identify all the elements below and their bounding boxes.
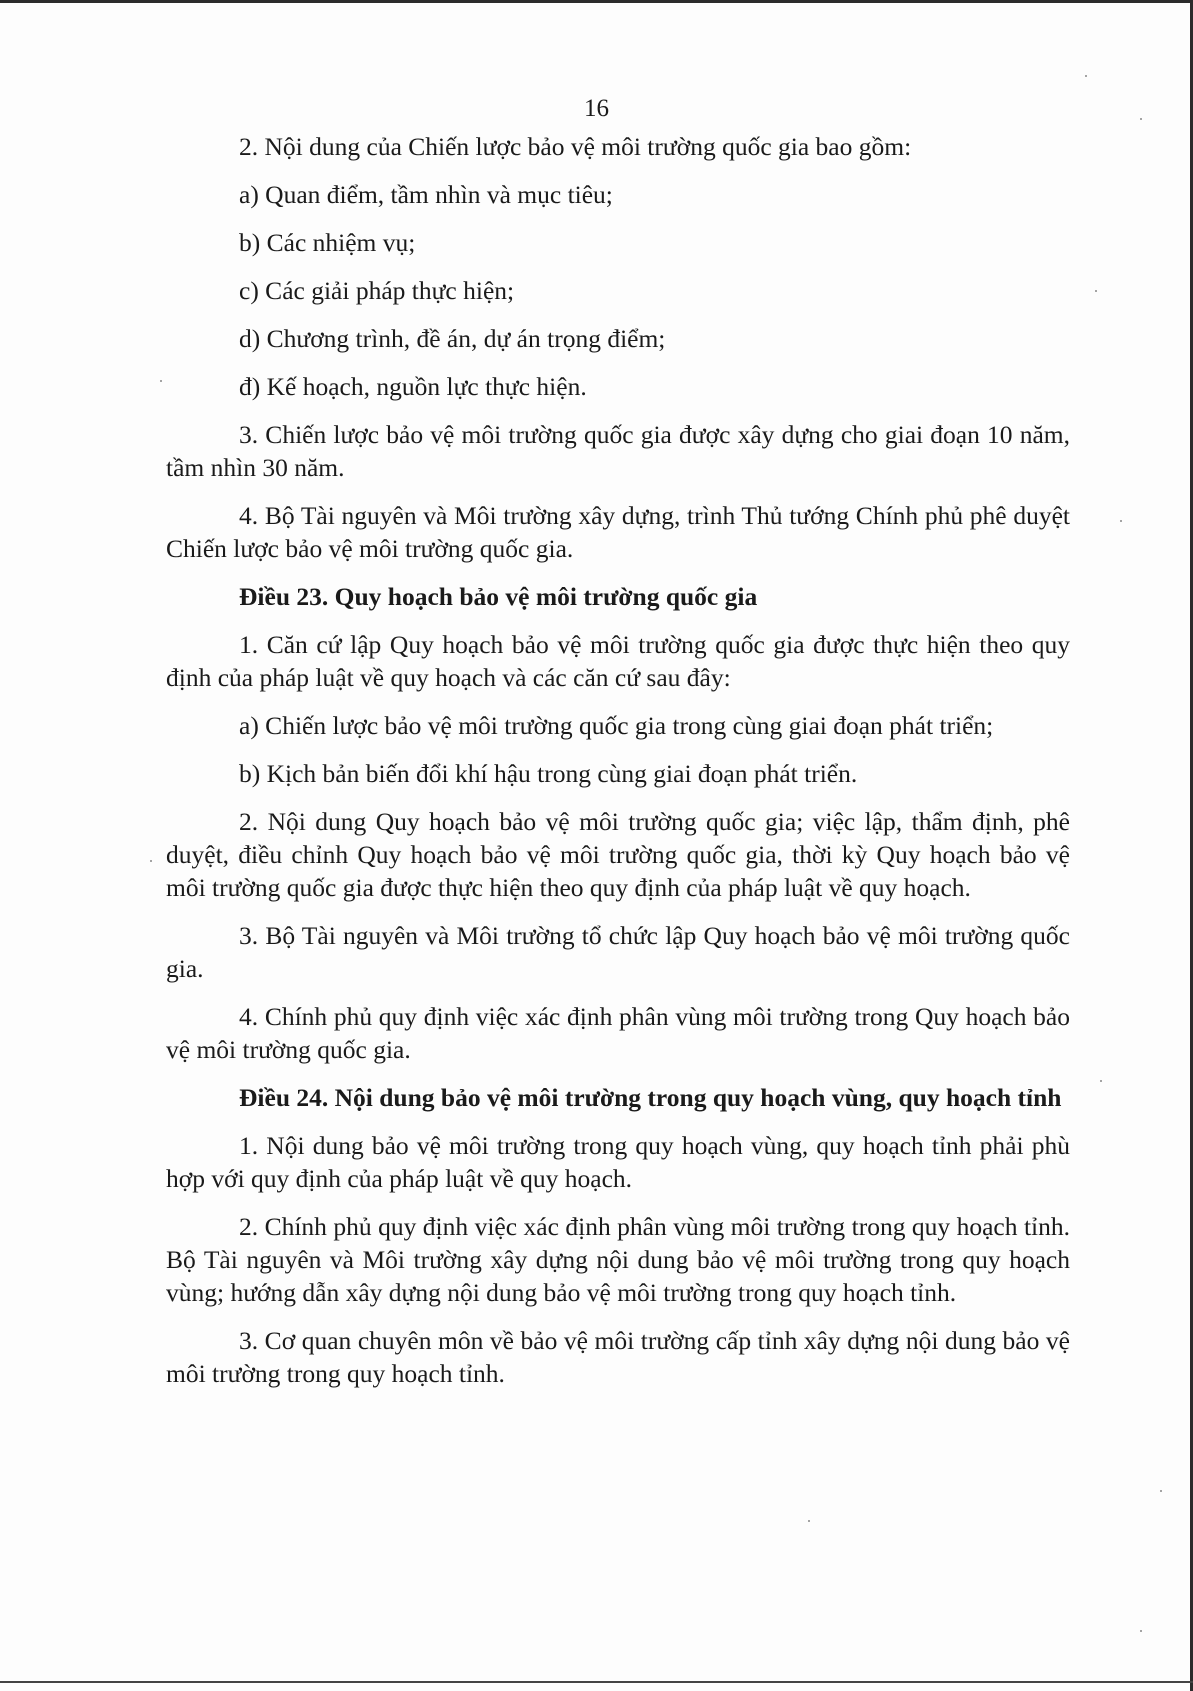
scan-speck [1160, 1490, 1162, 1492]
article-24-heading: Điều 24. Nội dung bảo vệ môi trường trong quy hoạch vùng, quy hoạch tỉnh [239, 1083, 1062, 1112]
article-24-clause-2: 2. Chính phủ quy định việc xác định phân vùng môi trường trong quy hoạch tỉnh. Bộ Tài nguyên và Môi trường xây dựng nội dung bảo vệ môi trường trong quy hoạch vùng; hướng dẫn xây dựng nội dung bảo vệ môi trường trong quy hoạch tỉnh. [166, 1212, 1070, 1307]
article-24-clause-1: 1. Nội dung bảo vệ môi trường trong quy hoạch vùng, quy hoạch tỉnh phải phù hợp với quy định của pháp luật về quy hoạch. [166, 1131, 1070, 1193]
item-dd: đ) Kế hoạch, nguồn lực thực hiện. [239, 372, 587, 401]
item-c: c) Các giải pháp thực hiện; [239, 276, 515, 305]
article-23-clause-2: 2. Nội dung Quy hoạch bảo vệ môi trường quốc gia; việc lập, thẩm định, phê duyệt, điều chỉnh Quy hoạch bảo vệ môi trường quốc gia, thời kỳ Quy hoạch bảo vệ môi trường quốc gia được thực hiện theo quy định của pháp luật về quy hoạch. [166, 807, 1070, 902]
item-a: a) Quan điểm, tầm nhìn và mục tiêu; [239, 180, 613, 209]
scan-speck [150, 860, 152, 862]
scan-speck [808, 1520, 810, 1522]
document-body [166, 130, 1070, 1405]
scan-speck [1100, 1080, 1102, 1082]
article-23-item-a: a) Chiến lược bảo vệ môi trường quốc gia trong cùng giai đoạn phát triển; [239, 711, 994, 740]
scan-edge-bottom [0, 1681, 1193, 1683]
paragraph-2-content: 2. Nội dung của Chiến lược bảo vệ môi trường quốc gia bao gồm: [239, 132, 912, 161]
article-23-clause-3: 3. Bộ Tài nguyên và Môi trường tổ chức lập Quy hoạch bảo vệ môi trường quốc gia. [166, 921, 1070, 983]
scan-speck [1140, 118, 1142, 120]
paragraph-4: 4. Bộ Tài nguyên và Môi trường xây dựng, trình Thủ tướng Chính phủ phê duyệt Chiến lược bảo vệ môi trường quốc gia. [166, 501, 1070, 563]
item-d: d) Chương trình, đề án, dự án trọng điểm; [239, 324, 666, 353]
article-23-clause-4: 4. Chính phủ quy định việc xác định phân vùng môi trường trong Quy hoạch bảo vệ môi trường quốc gia. [166, 1002, 1070, 1064]
scan-speck [1095, 290, 1097, 292]
item-b: b) Các nhiệm vụ; [239, 228, 416, 257]
scan-edge-top [0, 0, 1193, 3]
page-number: 16 [584, 95, 609, 122]
scan-speck [160, 380, 162, 382]
scan-speck [1140, 1630, 1142, 1632]
article-24-clause-3: 3. Cơ quan chuyên môn về bảo vệ môi trường cấp tỉnh xây dựng nội dung bảo vệ môi trường trong quy hoạch tỉnh. [166, 1326, 1070, 1388]
article-23-heading: Điều 23. Quy hoạch bảo vệ môi trường quốc gia [239, 582, 758, 611]
paragraph-3: 3. Chiến lược bảo vệ môi trường quốc gia được xây dựng cho giai đoạn 10 năm, tầm nhìn 30 năm. [166, 420, 1070, 482]
scan-speck [1085, 75, 1087, 77]
scan-speck [1120, 520, 1122, 522]
article-23-item-b: b) Kịch bản biến đổi khí hậu trong cùng giai đoạn phát triển. [239, 759, 858, 788]
article-23-clause-1: 1. Căn cứ lập Quy hoạch bảo vệ môi trường quốc gia được thực hiện theo quy định của pháp luật về quy hoạch và các căn cứ sau đây: [166, 630, 1070, 692]
